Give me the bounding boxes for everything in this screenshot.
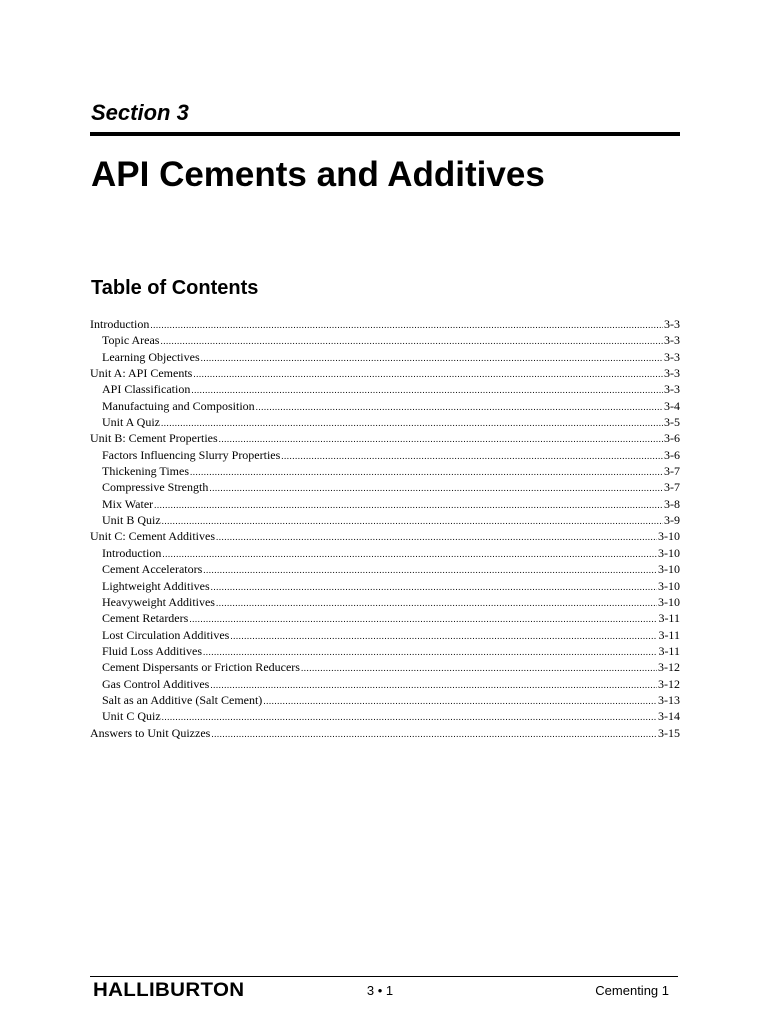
toc-entry-page: 3-8 <box>664 496 680 511</box>
toc-entry[interactable] <box>90 479 680 495</box>
toc-dot-leader <box>281 448 663 463</box>
toc-entry-title: API Classification <box>102 382 191 397</box>
toc-entry-title: Factors Influencing Slurry Properties <box>102 447 281 462</box>
toc-entry[interactable] <box>90 430 680 446</box>
toc-entry[interactable] <box>90 463 680 479</box>
toc-entry-page: 3-12 <box>658 660 680 675</box>
toc-entry[interactable] <box>90 594 680 610</box>
table-of-contents <box>90 316 680 741</box>
toc-dot-leader <box>190 464 663 479</box>
halliburton-logo: HALLIBURTON <box>93 980 245 1001</box>
toc-dot-leader <box>256 399 663 414</box>
toc-entry-title: Mix Water <box>102 496 154 511</box>
toc-entry[interactable] <box>90 316 680 332</box>
toc-dot-leader <box>211 579 657 594</box>
toc-entry-title: Lost Circulation Additives <box>102 627 230 642</box>
toc-entry-title: Manufactuing and Composition <box>102 398 255 413</box>
header-rule <box>90 132 680 136</box>
toc-dot-leader <box>219 431 663 446</box>
toc-dot-leader <box>193 366 663 381</box>
toc-entry-page: 3-14 <box>658 709 680 724</box>
toc-entry-title: Cement Retarders <box>102 611 189 626</box>
toc-entry[interactable] <box>90 627 680 643</box>
toc-entry[interactable] <box>90 512 680 528</box>
toc-entry[interactable] <box>90 610 680 626</box>
toc-entry[interactable] <box>90 332 680 348</box>
toc-dot-leader <box>230 628 657 643</box>
toc-dot-leader <box>216 529 657 544</box>
toc-entry[interactable] <box>90 496 680 512</box>
toc-entry-page: 3-10 <box>658 594 680 609</box>
toc-entry[interactable] <box>90 414 680 430</box>
toc-entry-page: 3-4 <box>664 398 680 413</box>
toc-entry-title: Cement Dispersants or Friction Reducers <box>102 660 300 675</box>
toc-dot-leader <box>263 693 657 708</box>
toc-dot-leader <box>203 562 657 577</box>
toc-entry-page: 3-11 <box>658 643 680 658</box>
toc-entry-title: Unit B Quiz <box>102 513 161 528</box>
toc-entry-page: 3-12 <box>658 676 680 691</box>
toc-entry[interactable] <box>90 349 680 365</box>
toc-dot-leader <box>201 350 663 365</box>
toc-entry[interactable] <box>90 676 680 692</box>
toc-entry-page: 3-13 <box>658 692 680 707</box>
toc-entry-page: 3-3 <box>664 382 680 397</box>
toc-entry-title: Introduction <box>102 545 162 560</box>
toc-entry-title: Salt as an Additive (Salt Cement) <box>102 692 263 707</box>
toc-dot-leader <box>301 660 657 675</box>
toc-entry-title: Unit C: Cement Additives <box>90 529 215 544</box>
toc-entry-page: 3-3 <box>664 349 680 364</box>
toc-entry-page: 3-3 <box>664 366 680 381</box>
toc-entry-page: 3-10 <box>658 529 680 544</box>
toc-entry-title: Unit B: Cement Properties <box>90 431 218 446</box>
toc-entry-page: 3-10 <box>658 578 680 593</box>
toc-entry[interactable] <box>90 528 680 544</box>
toc-entry-page: 3-6 <box>664 431 680 446</box>
toc-entry-page: 3-3 <box>664 333 680 348</box>
toc-entry-title: Unit A: API Cements <box>90 366 193 381</box>
toc-dot-leader <box>150 317 663 332</box>
toc-entry-title: Gas Control Additives <box>102 676 210 691</box>
toc-dot-leader <box>162 709 657 724</box>
toc-entry-page: 3-10 <box>658 562 680 577</box>
toc-entry-page: 3-11 <box>658 611 680 626</box>
toc-entry[interactable] <box>90 365 680 381</box>
toc-dot-leader <box>161 415 663 430</box>
toc-dot-leader <box>211 726 657 741</box>
toc-entry-title: Unit C Quiz <box>102 709 161 724</box>
toc-entry-title: Heavyweight Additives <box>102 594 215 609</box>
toc-entry-title: Introduction <box>90 317 150 331</box>
toc-entry[interactable] <box>90 381 680 397</box>
toc-dot-leader <box>160 333 663 348</box>
toc-entry[interactable] <box>90 692 680 708</box>
toc-entry-title: Topic Areas <box>102 333 160 348</box>
toc-entry-page: 3-15 <box>658 725 680 740</box>
toc-dot-leader <box>210 677 657 692</box>
toc-entry[interactable] <box>90 643 680 659</box>
toc-entry-title: Unit A Quiz <box>102 415 161 430</box>
toc-entry[interactable] <box>90 708 680 724</box>
toc-entry-title: Learning Objectives <box>102 349 200 364</box>
toc-dot-leader <box>209 480 663 495</box>
page-title: API Cements and Additives <box>91 155 545 194</box>
toc-dot-leader <box>216 595 657 610</box>
toc-entry-title: Thickening Times <box>102 464 190 479</box>
toc-entry[interactable] <box>90 561 680 577</box>
toc-entry-page: 3-10 <box>658 545 680 560</box>
toc-entry-page: 3-3 <box>664 317 680 331</box>
toc-entry[interactable] <box>90 447 680 463</box>
toc-entry-page: 3-7 <box>664 480 680 495</box>
toc-dot-leader <box>203 644 657 659</box>
toc-entry-title: Answers to Unit Quizzes <box>90 725 211 740</box>
toc-entry-page: 3-7 <box>664 464 680 479</box>
footer-rule <box>90 976 678 977</box>
toc-dot-leader <box>189 611 657 626</box>
page-number: 3 • 1 <box>366 983 394 998</box>
toc-dot-leader <box>154 497 663 512</box>
toc-entry-title: Fluid Loss Additives <box>102 643 203 658</box>
section-label: Section 3 <box>91 100 189 125</box>
toc-entry[interactable] <box>90 578 680 594</box>
toc-entry[interactable] <box>90 398 680 414</box>
toc-entry-page: 3-9 <box>664 513 680 528</box>
document-name: Cementing 1 <box>595 983 669 998</box>
toc-dot-leader <box>162 546 657 561</box>
toc-entry[interactable] <box>90 545 680 561</box>
toc-entry[interactable] <box>90 725 680 741</box>
toc-entry-title: Lightweight Additives <box>102 578 210 593</box>
toc-entry-page: 3-5 <box>664 415 680 430</box>
toc-dot-leader <box>191 382 663 397</box>
toc-heading: Table of Contents <box>91 277 259 299</box>
toc-entry[interactable] <box>90 659 680 675</box>
toc-entry-title: Cement Accelerators <box>102 562 203 577</box>
toc-entry-page: 3-11 <box>658 627 680 642</box>
toc-entry-page: 3-6 <box>664 447 680 462</box>
toc-entry-title: Compressive Strength <box>102 480 209 495</box>
toc-dot-leader <box>162 513 663 528</box>
